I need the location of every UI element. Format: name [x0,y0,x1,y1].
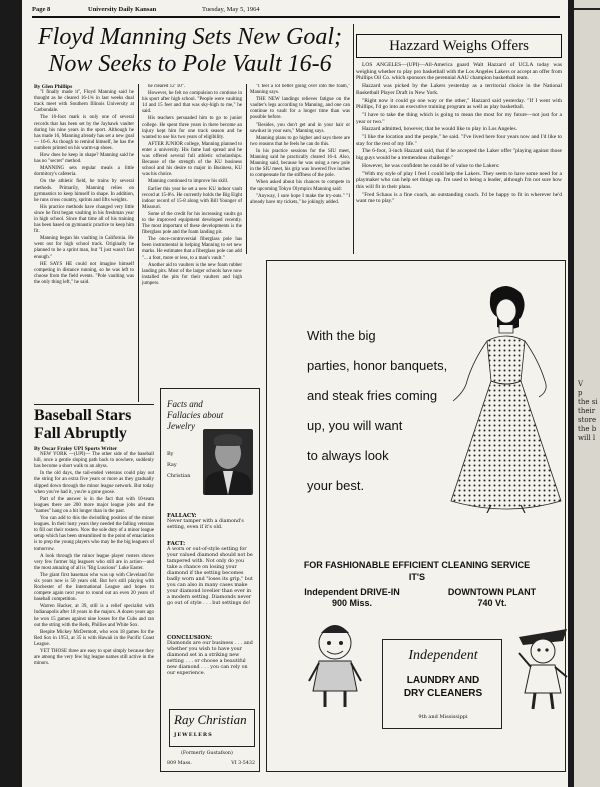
conclusion-block [167,635,255,677]
fallacy-label: FALLACY: [167,513,197,519]
paragraph: "Fred Schaus is a fine coach, an outstanding coach. I'd be happy to fit in wherever he'd want me to play." [356,191,562,205]
slogan-line: With the big [307,328,376,343]
slogan-line: parties, honor banquets, [307,358,448,373]
paragraph: The giant first baseman who was up with Cleveland for six years now is 50 years old. But he's still playing with Rochester of the International League and hopes to compete again next year to round out an even 20 years of baseball competition. [34,572,154,603]
paragraph: MANNING sets regular meals a little dormitory's cafeteria. [34,166,134,178]
paragraph: "Right now it could go one way or the other," Hazzard said yesterday. "If I went with Phillips, I'd go into an executive training program as well as play basketball. [356,97,562,111]
page-number: Page 8 [32,6,51,13]
paragraph: Warren Hacker, at 39, still is a relief specialist with Indianapolis after 18 years in the majors. A dozen years ago he won 15 games against nine losses for the Cubs and ran out the string with the Reds, Phillies and White Sox. [34,604,154,628]
paragraph: The 6-foot, 3-inch Hazzard said, that if he accepted the Laker offer "playing against those big guys would be a tremendous challenge." [356,148,562,162]
fallacy-block [167,513,255,531]
section-rule [34,404,154,405]
paragraph: Hazzard was picked by the Lakers yesterday as a territorial choice in the National Basketball Player Draft in New York. [356,83,562,96]
paragraph: Some of the credit for his increasing vaults go to the improved equipment developed recently. The most important of these developments is the fiberglass pole and the foam landing pit. [142,211,242,236]
fragment-line: will l [578,434,596,442]
paragraph: Manning continued to improve his skill. [148,179,229,185]
logo-main [383,674,503,700]
plant-name: DOWNTOWN PLANT [447,587,537,597]
floyd-byline: By Glen Phillips [34,84,73,90]
hazzard-headline: Hazzard Weighs Offers [356,34,562,58]
paragraph: His teachers persuaded him to go to junior college. He spent three years in there become an injury kept him for one track season and he wanted to use his two years of eligibility. [142,116,242,140]
slogan-line: and steak fries coming [307,388,438,403]
jewelry-ad [160,388,260,772]
paragraph: The 16-foot mark is only one of several records that has been set by the Jayhawk vaulter during his nine years in the sport. Although he has made 16, Manning already has set a new goal — 16-6. As though to remind himself, he has the numbers printed on his warm-up shoes. [34,115,134,151]
tagline-1: FOR FASHIONABLE EFFICIENT CLEANING SERVICE [303,560,531,570]
formerly-note: (Formerly Gustafson) [181,751,233,756]
jeweler-contact [167,761,255,766]
author-last: Christian [167,473,191,479]
paragraph: "Besides, you don't get and in your hair or sawdust in your ears," Manning says. [250,122,350,134]
plant-drive-in [297,587,407,609]
paragraph: "Anyway, I sure hope I make the try-outs." "I already have my tickets," he jokingly added. [250,193,350,205]
logo-sub: JEWELERS [174,732,213,738]
jeweler-address: 809 Mass. [167,761,192,766]
paragraph: LOS ANGELES—(UPI)—All-America guard Walt Hazzard of UCLA today was weighing whether to play pro basketball with the Los Angeles Lakers or accept an offer from Phillips Oil Co. which sponsors the perennial AAU champion basketball team. [356,62,562,82]
conclusion-text: Diamonds are our business . . . and whether you wish to have your diamond set in a striking new setting . . . or choose a beautiful new diamond . . . you can rely on our experience. [167,641,253,676]
paragraph: How does he keep in shape? Manning said he has no "secret" method. [34,153,134,165]
column-rule [138,84,139,402]
paragraph: THE NEW landings relieves fatigue on the vaulter's legs according to Manning, and one can continue to vault for a longer time than was possible before. [250,97,350,121]
floyd-headline: Floyd Manning Sets New Goal; Now Seeks to Pole Vault 16-6 [38,24,342,77]
logo-main-line: LAUNDRY AND [406,675,480,686]
mascot-left-illustration [305,621,365,711]
paragraph: However, he felt no compulsion to continue in his sport after high school. "People were vaulting 14 and 15 feet and that was sky-high to me," he said. [142,91,242,115]
paragraph: When asked about his chances to compete in the upcoming Tokyo Olympics Manning said: [250,180,350,192]
column-rule [353,24,354,254]
facing-page-edge [574,0,600,787]
slogan-line: to always look [307,448,389,463]
slogan-line: up, you will want [307,418,403,433]
paragraph: A look through the minor league player rosters shows very few former big leaguers who still are in action—and the most amazing of all is "Big Luscious" Luke Easter. [34,553,154,571]
conclusion-label: CONCLUSION: [167,635,213,641]
laundry-logo [382,639,502,729]
jeweler-logo [169,709,255,747]
issue-date: Tuesday, May 5, 1964 [202,6,260,13]
plant-downtown [437,587,547,609]
fragment-line: the si [578,398,598,406]
paragraph: However, he was confident he could be of value to the Lakers: [362,162,500,169]
paragraph: "I have to take the thing which is going to mean the most for my future—not just for a year or two." [356,111,562,125]
baseball-column [34,446,154,776]
floyd-column-3 [250,84,350,254]
plant-address: 900 Miss. [331,598,373,608]
paragraph: Manning plans to go higher and says there are two reasons that he feels he can do this. [250,135,350,147]
newspaper-page [22,0,568,787]
by-label: By [167,451,174,457]
logo-main-line: DRY CLEANERS [403,688,483,699]
paragraph: The once-controversial fiberglass pole has been instrumental in helping Manning to set new marks. He estimates that a fiberglass pole can add "... a foot, more or less, to a man's vault." [142,237,242,261]
plant-name: Independent DRIVE-IN [304,587,400,597]
hazzard-body [356,62,562,258]
jewelry-ad-title: Facts and Fallacies about Jewelry [167,399,224,431]
paragraph: In his practice sessions for the SIU meet, Manning said he practically cleared 16-4. Also, Manning said, because he was using a new pole in the SIU meet, his grip was lowered five inches to compensate for the stiffness of the pole. [250,148,350,179]
cleaner-ad [266,260,566,772]
facing-page-text [578,380,600,443]
fallacy-text: Never tamper with a diamond's setting, even if it's old. [167,519,244,530]
fragment-line: their [578,407,596,415]
jewelry-ad-byline [167,449,190,482]
paragraph: His practice methods have changed very little since he first began vaulting in his freshman year in high school. Since that time all of his training has been based on gymnastic practice to keep him fit. [34,204,134,235]
paragraph: he cleared 12' 10". [148,84,186,89]
logo-name: Ray Christian [174,712,247,727]
logo-script: Independent [408,648,478,663]
paragraph: "With my style of play I feel I could help the Lakers. They seem to have some need for a playmaker who can help set things up. I'm used to being a leader, although I'm not sure how this will fit in their plans. [356,170,562,190]
paragraph: Earlier this year he set a new KU indoor vault record at 15-8¼. He currently holds the Big Eight indoor record of 15-8 along with Bill Younger of Missouri. [142,186,242,210]
logo-address: 9th and Mississippi [418,714,468,720]
floyd-column-2 [142,84,242,384]
paragraph: Manning began his vaulting in California. He went out for high school track. Originally he planned to be a sprint man, but "I just wasn't fast enough." [34,236,134,260]
fact-text: A worn or out-of-style setting for your valued diamond should not be tampered with. Not only do you take a chance on losing your diamond if the setting becomes badly worn and "loses its grip," but you can also in many cases make your diamond lovelier than ever in a modern setting. Diamonds never go out of style . . . but settings do! [167,547,253,606]
woman-dress-illustration [447,283,565,513]
author-first: Ray [167,462,177,468]
fragment-line: V [578,380,584,388]
column-rule [246,84,247,254]
paragraph: You can add to this the dwindling position of the minor leagues. In their lusty years they needed the falling veterans to fill out their rosters. Now the sole duty of a minor league setup which has been streamlined to the point of emaciation is to prep the young players who may be the big leaguers of tomorrow. [34,516,154,552]
paragraph: On the athletic field, he trains by several methods. Primarily, Manning relies on gymnastics to keep himself in shape. In addition, he runs cross country, sprints and lifts weights. [34,179,134,203]
author-portrait [203,429,253,495]
paragraph: Another aid to vaulters is the new foam rubber landing pits. Most of the larger schools have now installed the pits for their vaulters and high jumpers. [142,262,242,286]
ad-slogan [307,321,447,501]
slogan-line: your best. [307,478,365,493]
fact-block [167,541,255,607]
facing-page-rule [574,8,600,10]
ad-tagline [267,559,567,583]
fragment-line: the b [578,425,597,433]
paragraph: Hazzard admitted, however, that he would like to play in Los Angeles. [362,126,517,133]
paragraph: In the old days, the tail-ended veterans could play out the string for an extra five years or more as they gradually slipped down through the minor league network. But today when you've had it, you're a gone goose. [34,471,154,495]
paragraph: HE SAYS HE could not imagine himself competing in distance running, so he was left to choose from the field events. "Pole vaulting was the only thing left," he said. [34,261,134,285]
paragraph: NEW YORK —(UPI)— The other side of the baseball hill, once a gentle sloping path back to nowhere, suddenly has become a short walk to an abyss. [34,452,154,470]
plant-address: 740 Vt. [477,598,507,608]
masthead [32,4,560,18]
baseball-headline: Baseball Stars Fall Abruptly [34,407,132,442]
floyd-column-1 [34,84,134,402]
paragraph: AFTER JUNIOR college, Manning planned to enter a university. His fame had spread and he was offered several full athletic scholarships. Because of the strength of the KU business school and his desire to major in Business, KU was his choice. [142,141,242,178]
fragment-line: p [578,389,583,397]
mascot-right-illustration [513,623,573,713]
fragment-line: store [578,416,597,424]
paragraph: Bespite Mickey McDermott, who won 18 games for the Red Sox in 1953, at 35 is with Hawaii in the Pacific Coast League. [34,629,154,647]
paragraph: "I like the location and the people," he said. "I've lived here four years now and I'd like to stay for the rest of my life." [356,134,562,147]
paragraph: Part of the answer is in the fact that with 10-team leagues there are 200 more major league jobs and the "names" hang on a bit longer than in the past. [34,496,154,514]
paper-name: University Daily Kansan [88,6,157,13]
paragraph: "I feel a lot better going over into the foam," Manning says. [250,84,350,96]
jeweler-phone: VI 3-5432 [231,761,255,766]
tagline-2: IT'S [408,572,426,582]
paragraph: YET THOSE three are easy to spot simply because they are among the very few big league names still active in the minors. [34,649,154,667]
fact-label: FACT: [167,541,186,547]
paragraph: "I finally made it", Floyd Manning said he thought as he cleared 16-1¾ in last weeks dual track meet with Southern Illinois University at Carbondale. [34,90,134,114]
baseball-byline: By Oscar Fraley UPI Sports Writer [34,446,118,452]
